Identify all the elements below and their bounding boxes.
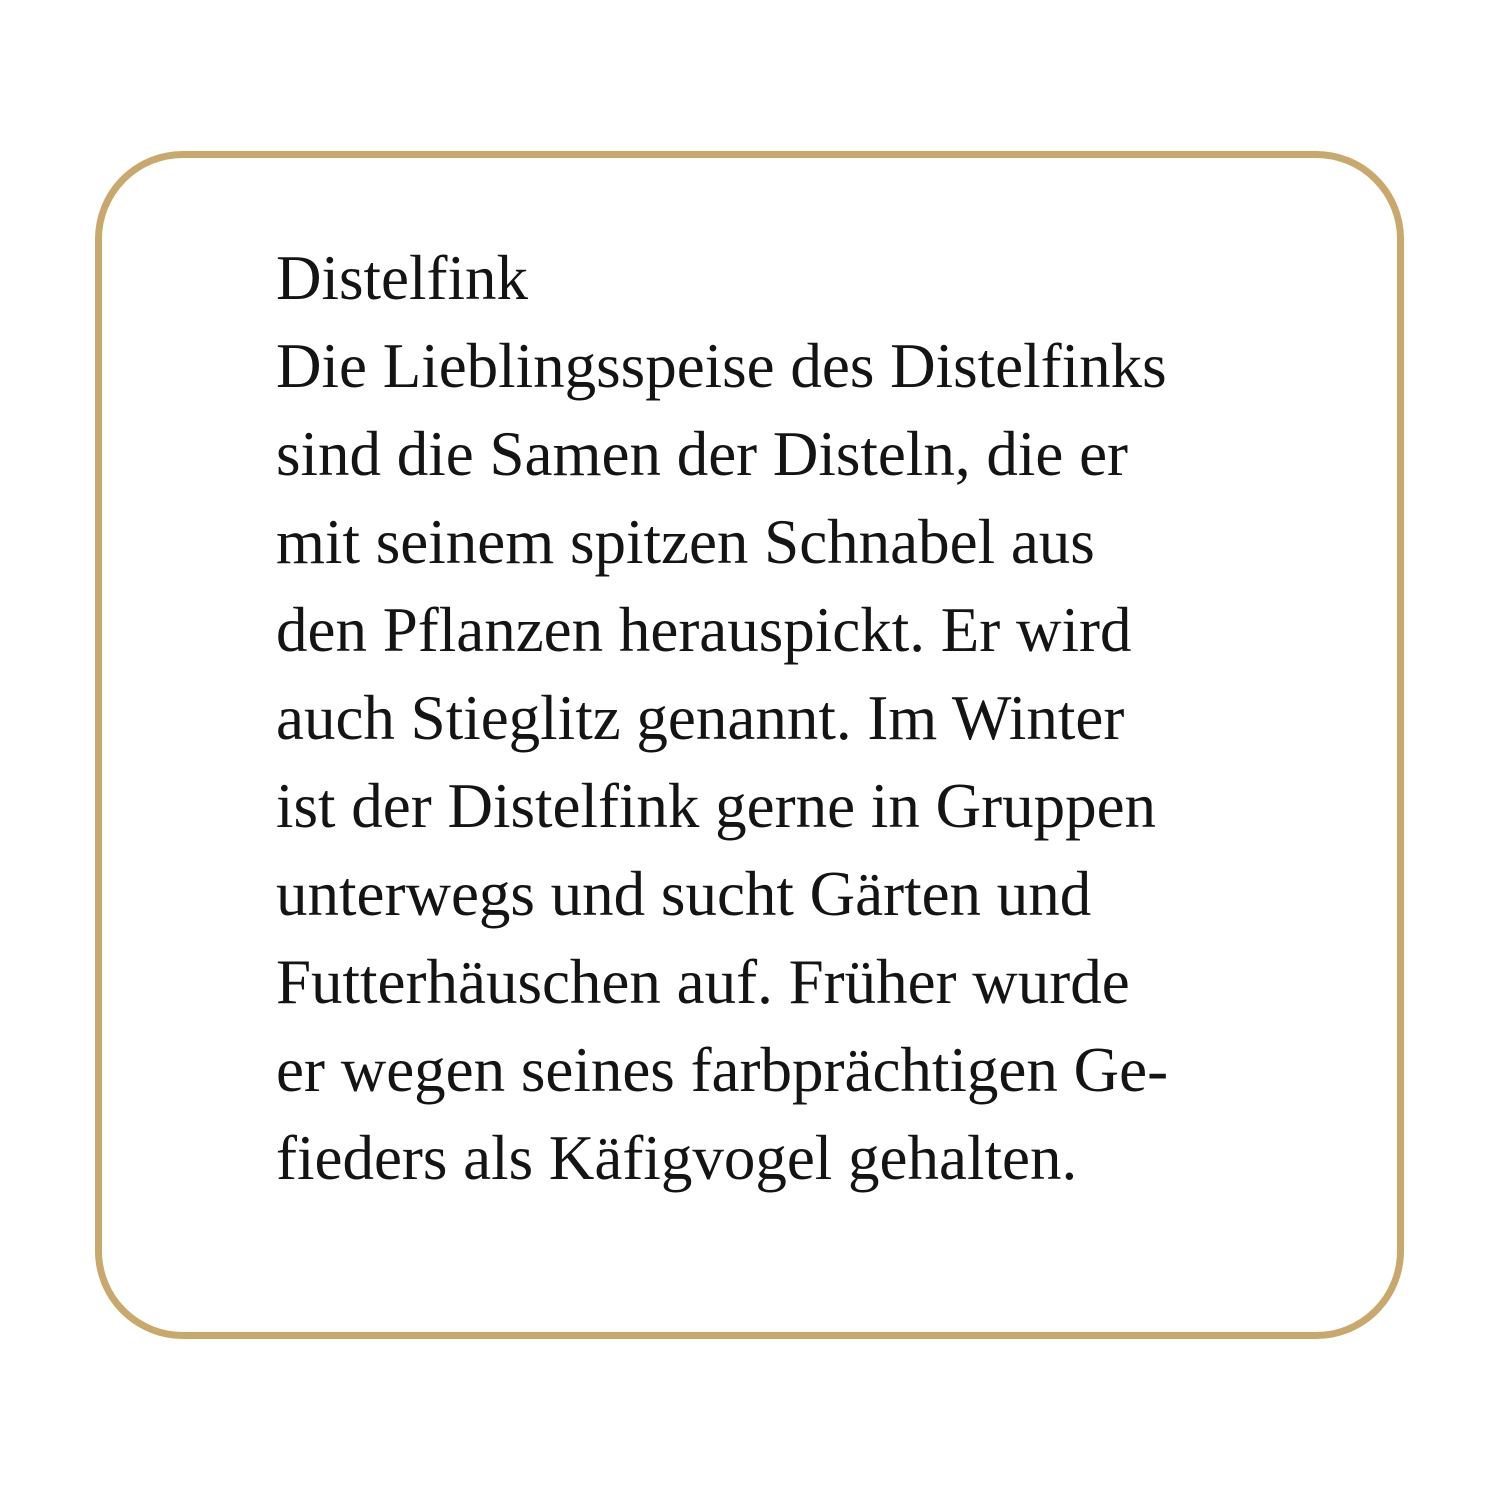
text-line: mit seinem spitzen Schnabel aus: [276, 507, 1095, 577]
text-line: fieders als Käfigvogel gehalten.: [276, 1123, 1078, 1193]
text-line: ist der Distelfink gerne in Gruppen: [276, 771, 1157, 841]
text-line: den Pflanzen herauspickt. Er wird: [276, 595, 1132, 665]
card-title-line: Distelfink: [276, 243, 528, 313]
text-card: [95, 151, 1404, 1339]
text-line: sind die Samen der Disteln, die er: [276, 419, 1129, 489]
text-line: er wegen seines farbprächtigen Ge-: [276, 1035, 1169, 1105]
text-line: Futterhäuschen auf. Früher wurde: [276, 947, 1130, 1017]
text-line: unterwegs und sucht Gärten und: [276, 859, 1092, 929]
text-line: auch Stieglitz genannt. Im Winter: [276, 683, 1125, 753]
text-line: Die Lieblingsspeise des Distelfinks: [276, 331, 1167, 401]
card-text-block: [276, 234, 1337, 1202]
